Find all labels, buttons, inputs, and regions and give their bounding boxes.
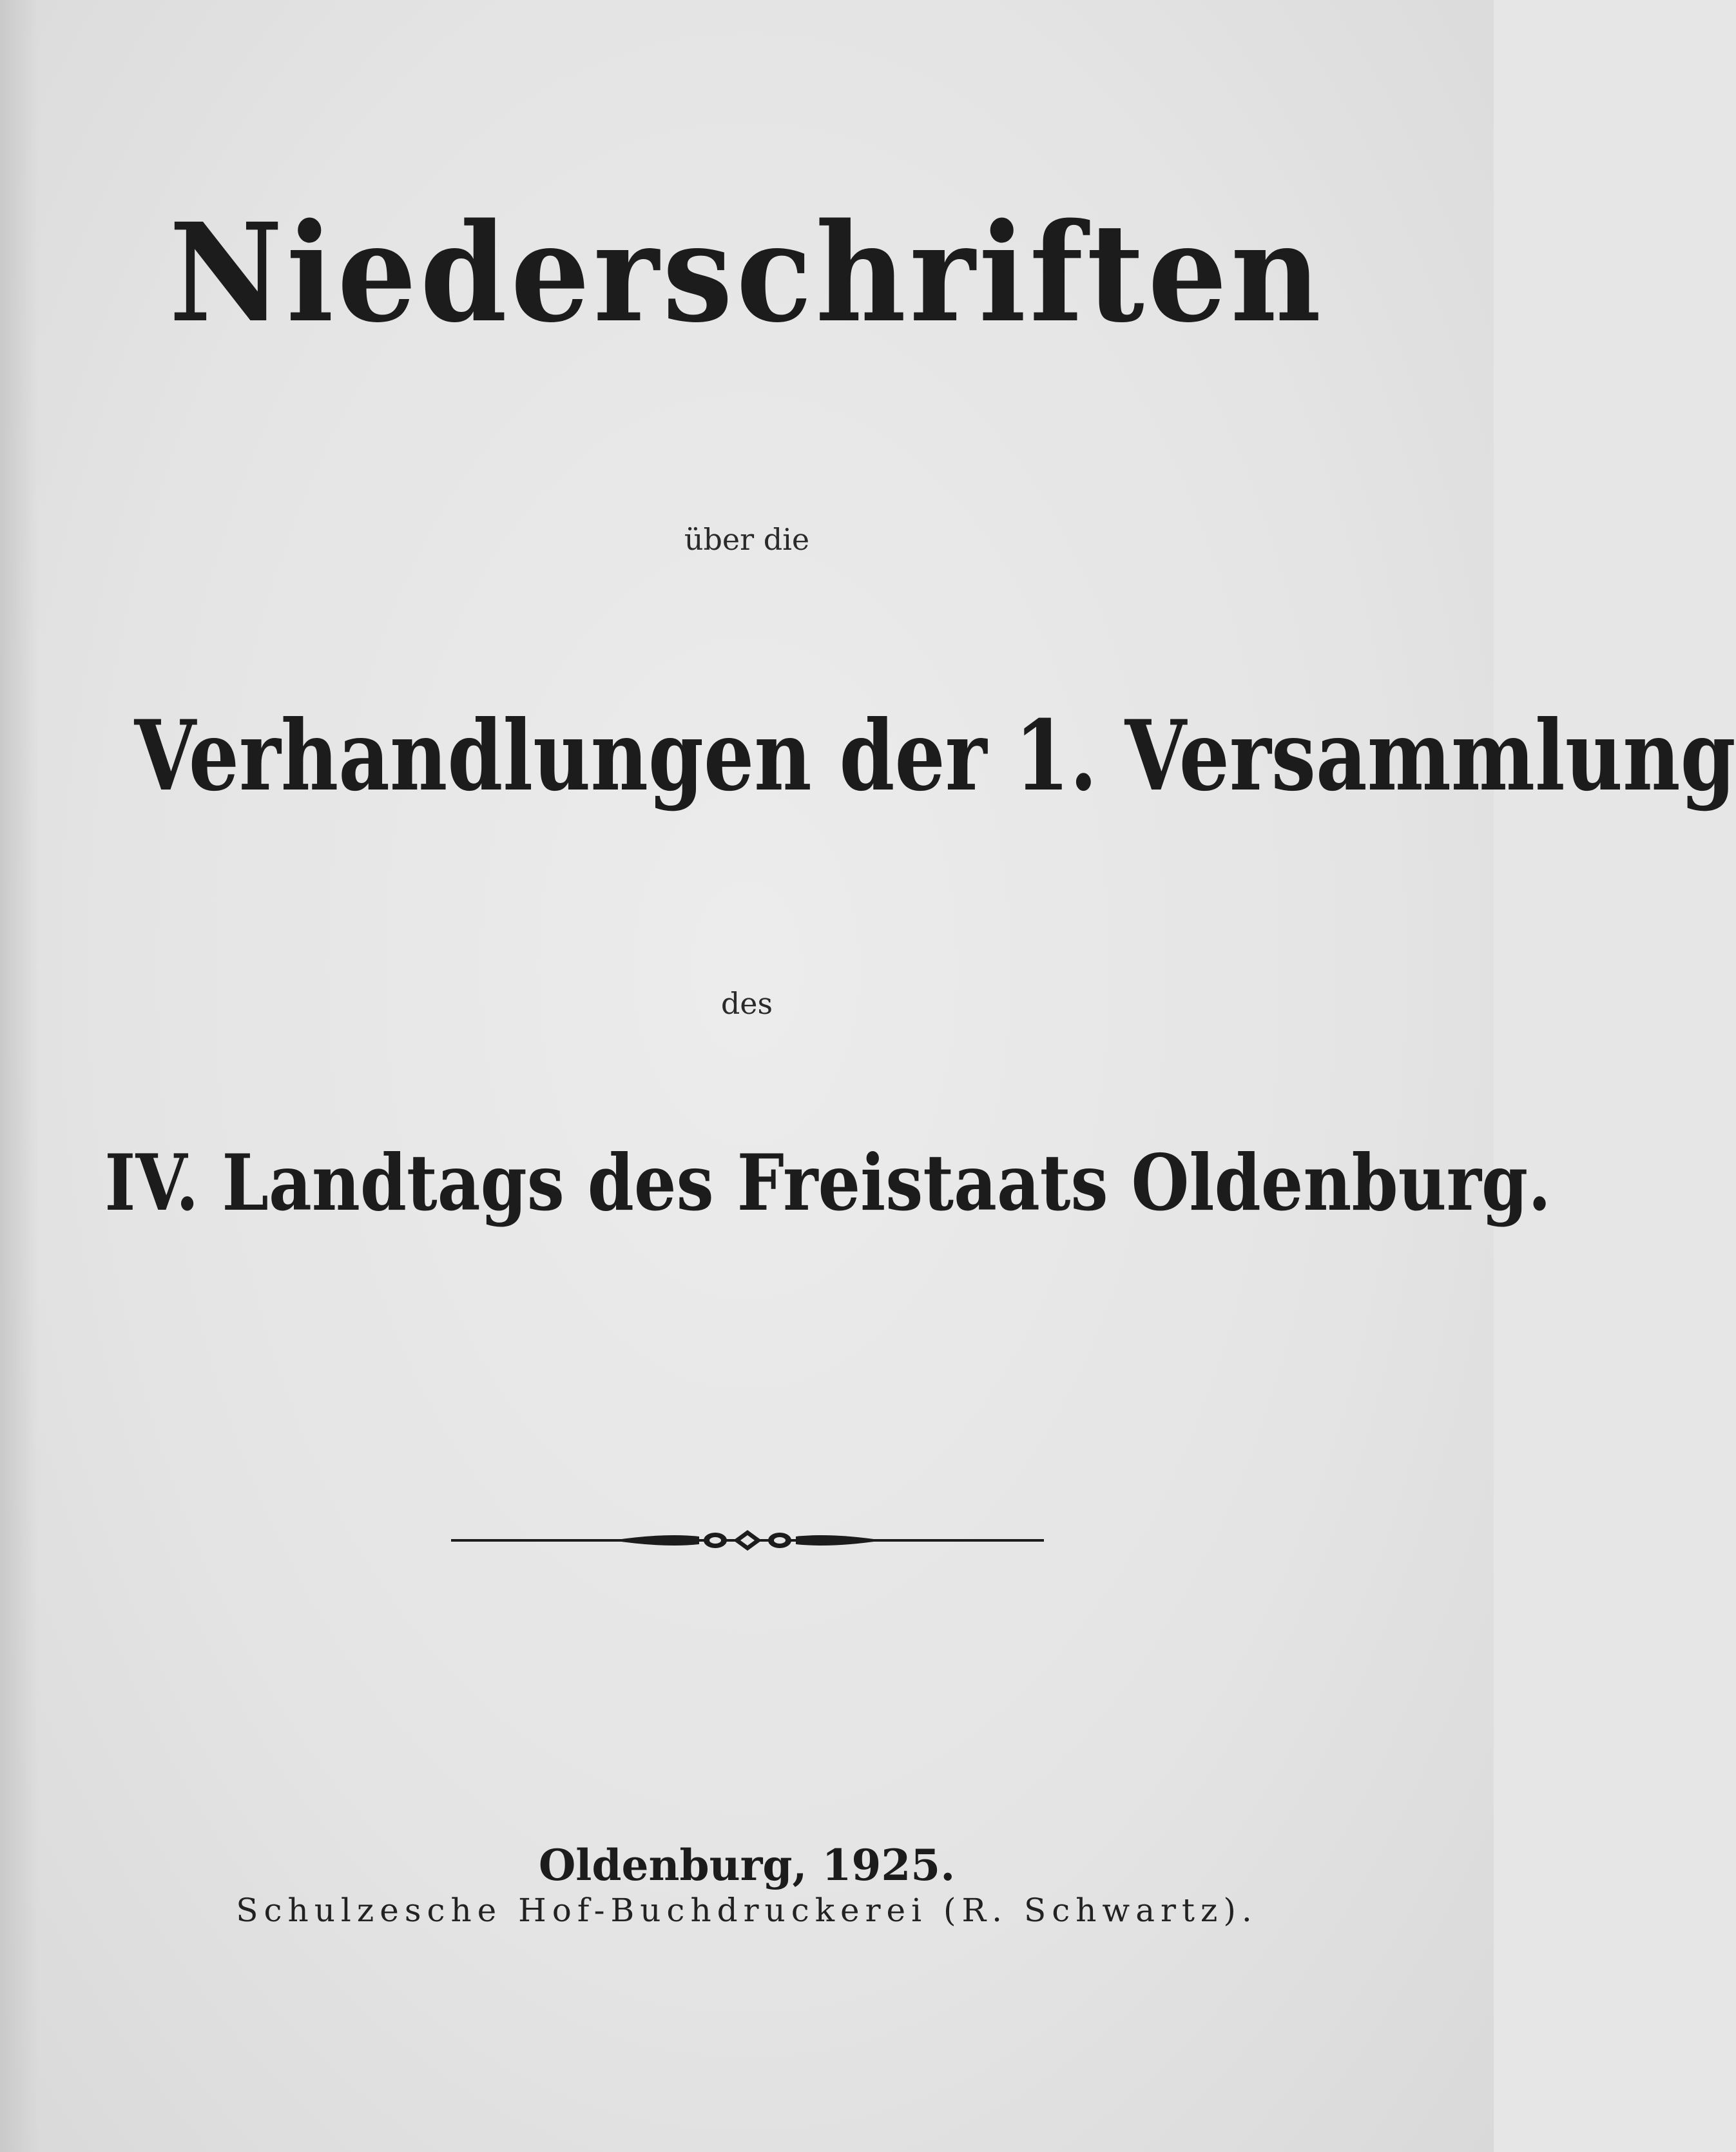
- landtag-heading: IV. Landtags des Freistaats Oldenburg.: [104, 1138, 1552, 1228]
- place-and-year: Oldenburg, 1925.: [538, 1840, 956, 1890]
- ornamental-divider: [451, 1521, 1044, 1560]
- printer-imprint: Schulzesche Hof-Buchdruckerei (R. Schwartz).: [236, 1892, 1258, 1929]
- connector-des: des: [720, 986, 773, 1021]
- assembly-heading: Verhandlungen der 1. Versammlung: [134, 699, 1736, 813]
- connector-uber-die: über die: [684, 522, 810, 557]
- main-title: Niederschriften: [169, 193, 1325, 353]
